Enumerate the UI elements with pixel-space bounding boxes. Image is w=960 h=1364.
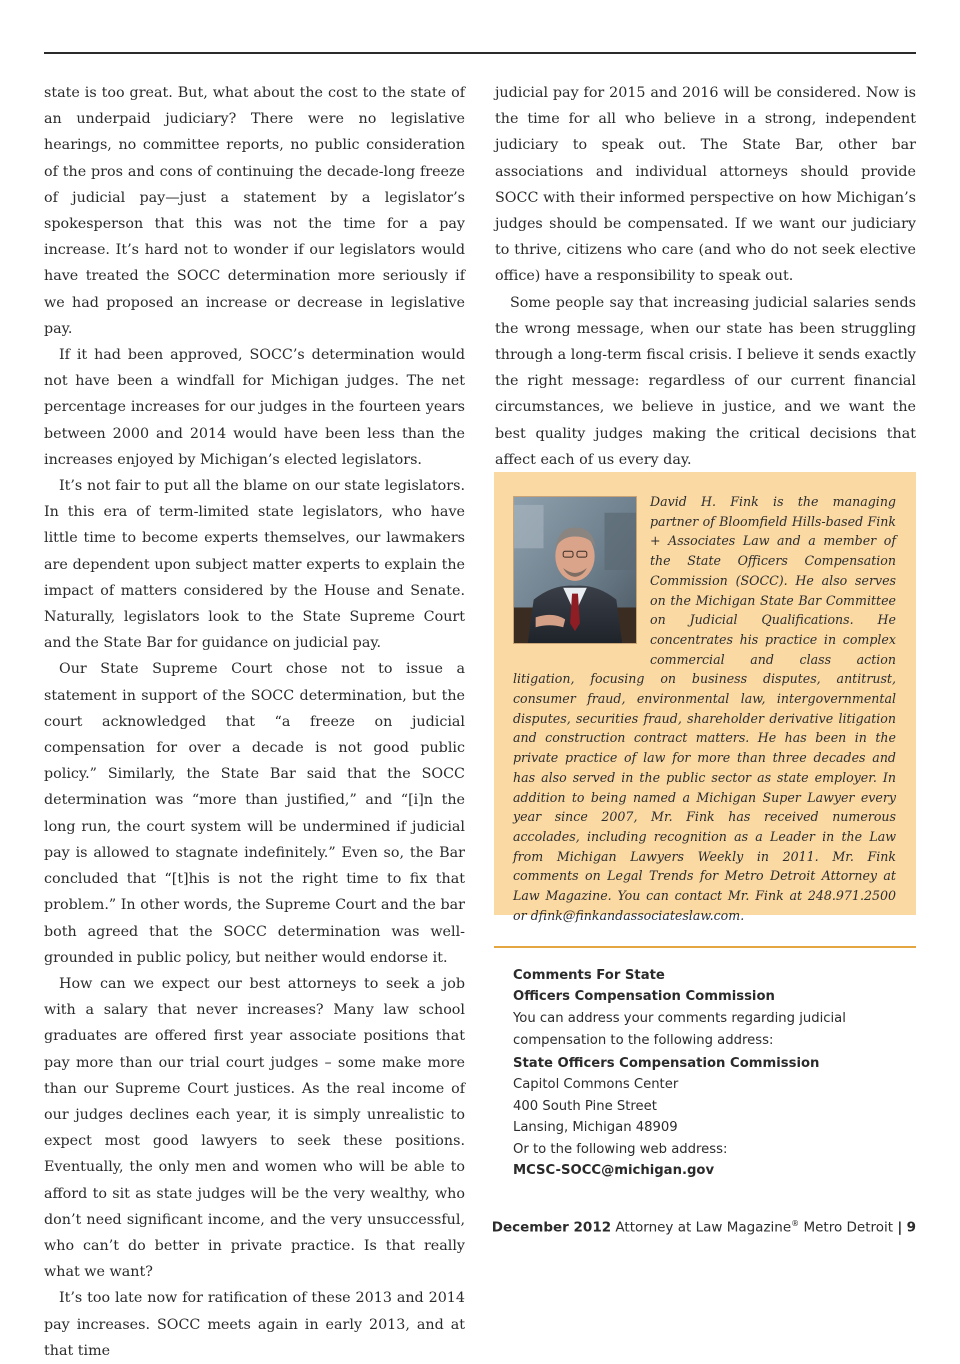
page-number: 9 bbox=[906, 1219, 916, 1236]
address-line: 400 South Pine Street bbox=[513, 1098, 657, 1114]
paragraph: If it had been approved, SOCC’s determination would not have been a windfall for Michigan judges. The net percentage increases for our judges in the fourteen years between 2000 and 2014 would have been less than the increases enjoyed by Michigan’s elected legislators. bbox=[44, 347, 465, 468]
contact-org-name: State Officers Compensation Commission bbox=[513, 1056, 820, 1071]
contact-intro: compensation to the following address: bbox=[513, 1033, 774, 1049]
footer-edition: Metro Detroit bbox=[803, 1219, 894, 1236]
footer-separator: | bbox=[897, 1219, 903, 1236]
sidebar-divider bbox=[494, 946, 916, 948]
contact-heading: Comments For State bbox=[513, 968, 665, 983]
author-bio-text: David H. Fink is the managing partner of Bloomfield Hills-based Fink + Associates Law and a member of the State Officers Compensation Commission (SOCC). He also serves on the Michigan State Bar Committee on Judicial Qualifications. He concentrates his practice in complex commercial and class action litigation, focusing on business disputes, antitrust, consumer fraud, environmental law, intergovernmental disputes, securities fraud, shareholder derivative litigation and construction contract matters. He has been in the private practice of law for more than three decades and has also served in the public sector as state employer. In addition to being named a Michigan Super Lawyer every year since 2007, Mr. Fink has received numerous accolades, including recognition as a Leader in the Law from Michigan Lawyers Weekly in 2011. Mr. Fink comments on Legal Trends for Metro Detroit Attorney at Law Magazine. You can contact Mr. Fink at 248.971.2500 or dfink@finkandassociateslaw.com. bbox=[513, 494, 896, 923]
address-line: Capitol Commons Center bbox=[513, 1077, 679, 1093]
author-photo bbox=[513, 496, 637, 644]
paragraph: Some people say that increasing judicial salaries sends the wrong message, when our state has been struggling through a long-term fiscal crisis. I believe it sends exactly the right message: regardless of our current financial circumstances, we believe in justice, and we want the best quality judges making the critical decisions that affect each of us every day. bbox=[495, 294, 916, 468]
top-rule bbox=[44, 52, 916, 54]
author-bio-box bbox=[494, 472, 916, 923]
contact-intro: You can address your comments regarding judicial bbox=[513, 1010, 846, 1026]
paragraph: Our State Supreme Court chose not to issue a statement in support of the SOCC determination, but the court acknowledged that “a freeze on judicial compensation for over a decade is not good public policy.” Similarly, the State Bar said that the SOCC determination was “more than justified,” and “[i]n the long run, the court system will be undermined if judicial pay is allowed to stagnate indefinitely.” Even so, the Bar concluded that “[t]his is not the right time to fix that problem.” In other words, the Supreme Court and the bar both agreed that the SOCC determination was well-grounded in public policy, but neither would endorse it. bbox=[44, 661, 465, 966]
contact-heading: Officers Compensation Commission bbox=[513, 989, 775, 1005]
article-left-column bbox=[44, 80, 465, 1364]
page-footer bbox=[492, 1219, 916, 1236]
address-line: Lansing, Michigan 48909 bbox=[513, 1120, 678, 1136]
footer-issue: December 2012 bbox=[491, 1219, 612, 1236]
registered-mark: ® bbox=[791, 1219, 800, 1228]
contact-email-link[interactable]: MCSC-SOCC@michigan.gov bbox=[513, 1163, 715, 1179]
paragraph: How can we expect our best attorneys to seek a job with a salary that never increases? Many law school graduates are offered first year associate positions that pay more than our trial court judges – some make more than our Supreme Court justices. As the real income of our judges declines each year, it is simply unrealistic to expect most good lawyers to seek these positions. Eventually, the only men and women who will be able to afford to sit as state judges will be the very wealthy, who don’t need significant income, and the very unsuccessful, who can’t do better in private practice. Is that really what we want? bbox=[44, 975, 465, 1281]
paragraph: state is too great. But, what about the cost to the state of an underpaid judiciary? There were no legislative hearings, no committee reports, no public consideration of the pros and cons of continuing the decade-long freeze of judicial pay—just a statement by a legislator’s spokesperson that this was not the time for a pay increase. It’s hard not to wonder if our legislators would have treated the SOCC determination more seriously if we had proposed an increase or decrease in legislative pay. bbox=[44, 85, 465, 337]
contact-web-intro: Or to the following web address: bbox=[513, 1141, 728, 1157]
paragraph: It’s too late now for ratification of these 2013 and 2014 pay increases. SOCC meets again in early 2013, and at that time bbox=[44, 1290, 465, 1359]
footer-magazine: Attorney at Law Magazine bbox=[615, 1219, 792, 1236]
paragraph: judicial pay for 2015 and 2016 will be considered. Now is the time for all who believe in a strong, independent judiciary to speak out. The State Bar, other bar associations and individual attorneys should provide SOCC with their informed perspective on how Michigan’s judges should be compensated. If we want our judiciary to thrive, citizens who care (and who do not seek elective office) have a responsibility to speak out. bbox=[495, 85, 916, 285]
contact-info bbox=[513, 965, 913, 1181]
article-right-column bbox=[495, 80, 916, 473]
paragraph: It’s not fair to put all the blame on our state legislators. In this era of term-limited state legislators, who have little time to become experts themselves, our lawmakers are dependent upon subject matter experts to explain the impact of matters considered by the House and Senate. Naturally, legislators look to the State Supreme Court and the State Bar for guidance on judicial pay. bbox=[44, 478, 465, 652]
